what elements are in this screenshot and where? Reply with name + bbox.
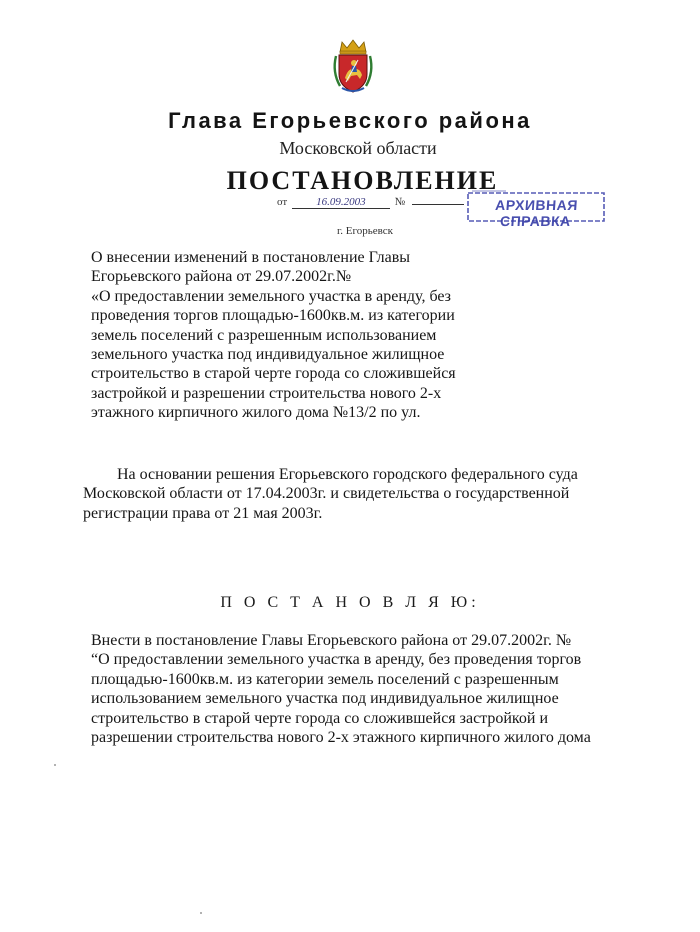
subject-line: этажного кирпичного жилого дома №13/2 по ул.	[91, 404, 421, 422]
scan-speck	[54, 764, 56, 766]
decree-heading: П О С Т А Н О В Л Я Ю:	[220, 594, 480, 611]
number-label: №	[394, 196, 406, 208]
decision-line: использованием земельного участка под индивидуальное жилищное	[91, 690, 559, 708]
subject-line: земель поселений с разрешенным использованием	[91, 326, 437, 344]
scan-speck	[200, 912, 202, 914]
decision-line: “О предоставлении земельного участка в аренду, без проведения торгов	[91, 651, 582, 669]
document-type-title: ПОСТАНОВЛЕНИЕ	[226, 166, 499, 195]
subject-line: Егорьевского района от 29.07.2002г.№	[91, 268, 352, 286]
decision-line: строительство в старой черте города со сложившейся застройкой и	[91, 709, 549, 727]
date-value: 16.09.2003	[292, 196, 390, 209]
authority-title: Глава Егорьевского района	[168, 108, 532, 133]
subject-line: «О предоставлении земельного участка в аренду, без	[91, 287, 451, 305]
region-subtitle: Московской области	[279, 138, 437, 158]
date-prefix: от	[277, 196, 288, 208]
subject-line: проведения торгов площадью-1600кв.м. из категории	[91, 307, 455, 325]
basis-line: регистрации права от 21 мая 2003г.	[83, 504, 323, 522]
number-blank	[412, 204, 464, 205]
subject-paragraph	[91, 248, 561, 423]
subject-line: застройкой и разрешении строительства нового 2-х	[91, 384, 442, 402]
basis-line: На основании решения Егорьевского городского федерального суда	[117, 466, 578, 483]
decision-paragraph	[91, 631, 661, 747]
archive-stamp-text: АРХИВНАЯ СПРАВКА	[494, 197, 579, 229]
coat-of-arms-icon	[330, 38, 376, 94]
city-name: г. Егорьевск	[337, 225, 393, 237]
date-number-line	[277, 196, 464, 209]
subject-line: земельного участка под индивидуальное жилищное	[91, 346, 445, 364]
decision-line: разрешении строительства нового 2-х этажного кирпичного жилого дома	[91, 729, 591, 747]
decision-line: площадью-1600кв.м. из категории земель поселений с разрешенным	[91, 670, 559, 688]
subject-line: строительство в старой черте города со сложившейся	[91, 365, 456, 383]
subject-line: О внесении изменений в постановление Главы	[91, 249, 411, 266]
basis-paragraph	[83, 465, 643, 523]
basis-line: Московской области от 17.04.2003г. и свидетельства о государственной	[83, 485, 570, 503]
decision-line: Внести в постановление Главы Егорьевского района от 29.07.2002г. №	[91, 632, 572, 649]
